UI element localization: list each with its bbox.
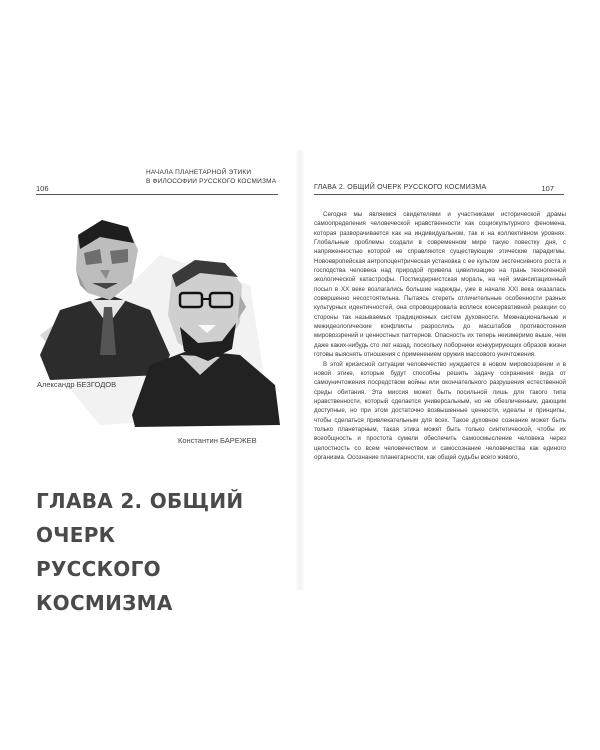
paragraph-1: Сегодня мы являемся свидетелями и участниками исторической драмы самоопределения человеческой нравственности как социокультурного феномена, которая разворачивается как на индивидуальном, так и на коллективном уровнях. Глобальные проблемы создали в современном мире такую повестку дня, с напряженностью которой не справляются существующие этические парадигмы. Новоевропейская антропоцентрическая установка с ее культом экстенсивного роста и господства человека над природой привела цивилизацию на грань техногенной экологической катастрофы. Постмодернистская мораль, на чей эмансипационный посыл в XX веке возлагались большие надежды, уже в начале XXI века оказалась совершенно несостоятельна. Пытаясь стереть отличительные особенности разных культурных идентичностей, она спровоцировала всплеск консервативной реакции со стороны так называемых традиционных систем духовности. Межнациональные и межидеологические конфликты разрослись до масштабов противостояния мировоззрений и ценностных паттернов. Опасность их теперь неизмеримо выше, чем даже каких-нибудь сто лет назад, поскольку поборники конкурирующих образов жизни готовы выяснять отношения с применением оружия массового уничтожения.	[314, 211, 566, 359]
portraits-illustration	[40, 215, 280, 435]
left-running-title	[146, 168, 276, 186]
chapter-title	[36, 484, 286, 620]
caption-bezgodov: Александр БЕЗГОДОВ	[37, 380, 117, 389]
right-page	[300, 0, 600, 750]
left-header-rule	[36, 194, 278, 195]
chapter-title-line2: РУССКОГО КОСМИЗМА	[36, 557, 173, 615]
right-running-title: ГЛАВА 2. ОБЩИЙ ОЧЕРК РУССКОГО КОСМИЗМА	[314, 184, 487, 191]
chapter-title-line1: ГЛАВА 2. ОБЩИЙ ОЧЕРК	[36, 489, 244, 547]
body-text	[314, 210, 566, 462]
left-running-title-line1: НАЧАЛА ПЛАНЕТАРНОЙ ЭТИКИ	[146, 169, 252, 176]
right-header-rule	[314, 194, 564, 195]
left-running-title-line2: В ФИЛОСОФИИ РУССКОГО КОСМИЗМА	[146, 178, 277, 185]
right-page-number: 107	[541, 184, 554, 193]
caption-barezhev: Константин БАРЕЖЕВ	[178, 436, 257, 445]
paragraph-2: В этой кризисной ситуации человечество нуждается в новом мировоззрении и в новой этике, которые будут способны решить задачу сохранения вида от самоуничтожения посредством войны или окончательного разрушения естественной среды обитания. Эта миссия может быть посильной лишь для такого типа нравственности, который сделается универсальным, но не обезличенным, дающим доступные, но при этом достаточно возвышенные ценности, идеалы и принципы, чтобы сделаться привлекательным для всех. Такое духовное сознание может быть только планетарным, такая этика может быть только синтетической, чтобы их всеобщность и простота сумели обеспечить самоосмысление человека через целостность со всем человечеством и самосознание человечества как единого организма. Осознание планетарности, как общей судьбы всего живого,	[314, 360, 566, 461]
left-page-number: 106	[36, 184, 49, 193]
author-portraits	[40, 215, 280, 435]
